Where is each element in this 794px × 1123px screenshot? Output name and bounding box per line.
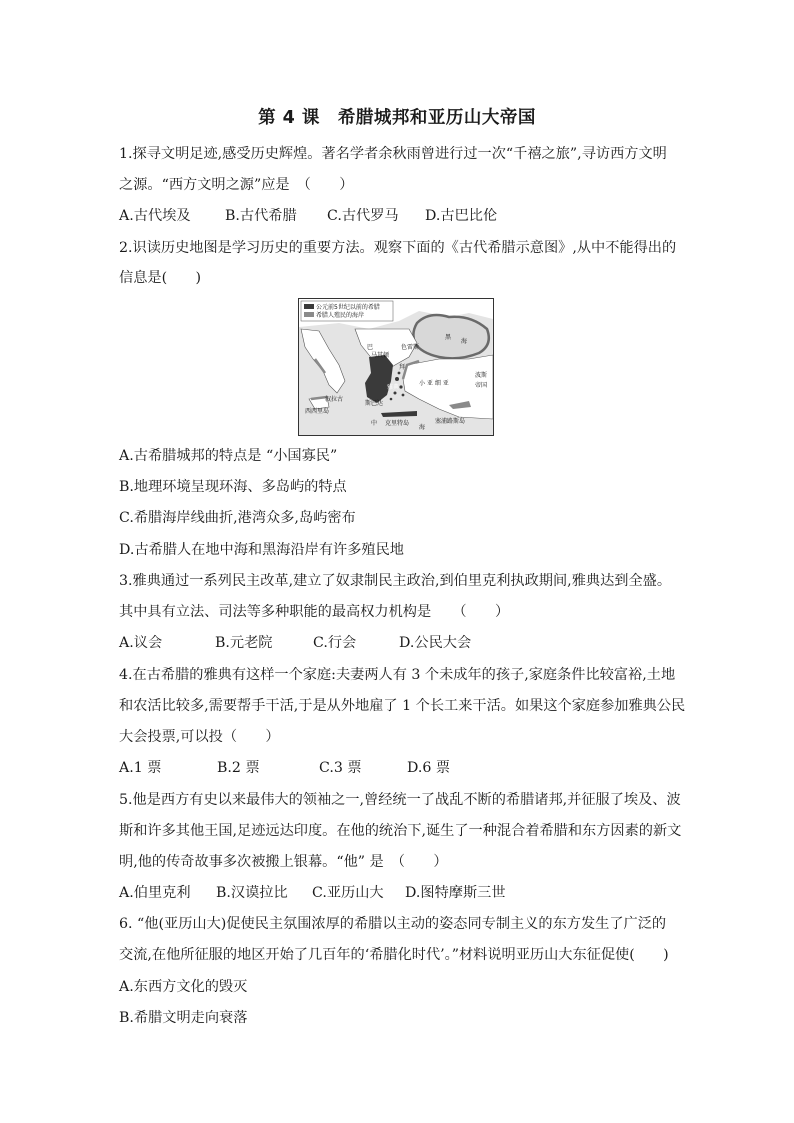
q1-option-b[interactable]: B.古代希腊 [225,208,297,224]
q3-option-c[interactable]: C.行会 [313,635,357,651]
label-crete: 克里特岛 [385,420,410,427]
label-thrace: 色雷斯 [401,344,420,351]
q5-stem-line-2: 斯和许多其他王国,足迹远达印度。在他的统治下,诞生了一种混合着希腊和东方因素的新文 [119,823,682,839]
legend-colony-label: 希腊人殖民的海岸 [316,312,365,319]
label-persia: 波斯 [475,372,488,379]
q1-stem-line-1: 1.探寻文明足迹,感受历史辉煌。著名学者余秋雨曾进行过一次“千禧之旅”,寻访西方文明 [119,146,667,162]
label-black-sea-2: 海 [461,338,468,345]
q4-stem-line-3: 大会投票,可以投（ ） [119,729,280,745]
q5-stem-line-3: 明,他的传奇故事多次被搬上银幕。“他” 是 （ ） [119,854,448,870]
q6-option-b[interactable]: B.希腊文明走向衰落 [119,1010,248,1026]
q5-option-d[interactable]: D.图特摩斯三世 [405,885,506,901]
q3-stem-line-1: 3.雅典通过一系列民主改革,建立了奴隶制民主政治,到伯里克利执政期间,雅典达到全盛。 [119,573,672,589]
label-mediterranean: 中 [371,420,378,427]
legend-swatch-colony [304,312,314,317]
q2-option-d[interactable]: D.古希腊人在地中海和黑海沿岸有许多殖民地 [119,542,404,558]
ancient-greece-map [298,298,494,436]
q4-stem-line-1: 4.在古希腊的雅典有这样一个家庭:夫妻两人有 3 个未成年的孩子,家庭条件比较富裕,土地 [119,667,676,683]
q5-stem-line-1: 5.他是西方有史以来最伟大的领袖之一,曾经统一了战乱不断的希腊诸邦,并征服了埃及、波 [119,792,681,808]
label-asia-minor: 小 亚 细 亚 [419,380,449,387]
q1-option-a[interactable]: A.古代埃及 [119,208,191,224]
q4-options [119,758,450,778]
q4-option-a[interactable]: A.1 票 [119,760,162,776]
label-syracuse: 叙拉古 [325,396,344,403]
q1-options [119,206,497,226]
q5-option-c[interactable]: C.亚历山大 [312,885,384,901]
q2-stem-line-2: 信息是( ) [119,270,202,286]
legend-greece-label: 公元前5世纪以前的希腊 [316,304,380,311]
black-sea [413,315,488,358]
q5-option-b[interactable]: B.汉谟拉比 [216,885,288,901]
q2-option-c[interactable]: C.希腊海岸线曲折,港湾众多,岛屿密布 [119,510,356,526]
q3-option-d[interactable]: D.公民大会 [399,635,472,651]
q5-options [119,883,506,903]
q1-option-d[interactable]: D.古巴比伦 [425,208,498,224]
q6-option-a[interactable]: A.东西方文化的毁灭 [119,979,248,995]
legend-swatch-greece [304,304,314,309]
q1-option-c[interactable]: C.古代罗马 [327,208,399,224]
q6-stem-line-2: 交流,在他所征服的地区开始了几百年的‘希腊化时代’。”材料说明亚历山大东征促使( ) [119,947,669,963]
q4-option-b[interactable]: B.2 票 [217,760,260,776]
label-persia-2: 帝国 [475,382,488,389]
label-sea: 海 [419,424,426,431]
map-svg [299,299,493,435]
label-athens: 雅典 [387,384,400,391]
q2-option-b[interactable]: B.地理环境呈现环海、多岛屿的特点 [119,479,347,495]
q4-option-c[interactable]: C.3 票 [319,760,362,776]
page-title: 第 4 课 希腊城邦和亚历山大帝国 [258,108,536,128]
q2-option-a[interactable]: A.古希腊城邦的特点是 “小国寡民” [119,448,338,464]
label-sicily: 西西里岛 [305,408,330,415]
q5-option-a[interactable]: A.伯里克利 [119,885,191,901]
q1-stem-line-2: 之源。“西方文明之源”应是 （ ） [119,177,354,193]
q6-stem-line-1: 6. “他(亚历山大)促使民主氛围浓厚的希腊以主动的姿态同专制主义的东方发生了广泛的 [119,916,667,932]
q3-stem-line-2: 其中具有立法、司法等多种职能的最高权力机构是 （ ） [119,604,510,620]
label-black-sea: 黑 [445,334,452,341]
label-ba: 巴 [367,344,374,351]
q4-option-d[interactable]: D.6 票 [407,760,451,776]
q2-stem-line-1: 2.识读历史地图是学习历史的重要方法。观察下面的《古代希腊示意图》,从中不能得出的 [119,240,677,256]
label-byzantium: 拜 [399,364,406,371]
q3-option-b[interactable]: B.元老院 [215,635,273,651]
q3-option-a[interactable]: A.议会 [119,635,163,651]
q4-stem-line-2: 和农活比较多,需要帮手干活,于是从外地雇了 1 个长工来干活。如果这个家庭参加雅典公民 [119,698,686,714]
label-macedonia: 马其顿 [371,352,390,359]
q3-options [119,633,471,653]
label-cyprus: 塞浦路斯岛 [435,418,466,425]
label-sparta: 斯巴达 [365,400,384,407]
